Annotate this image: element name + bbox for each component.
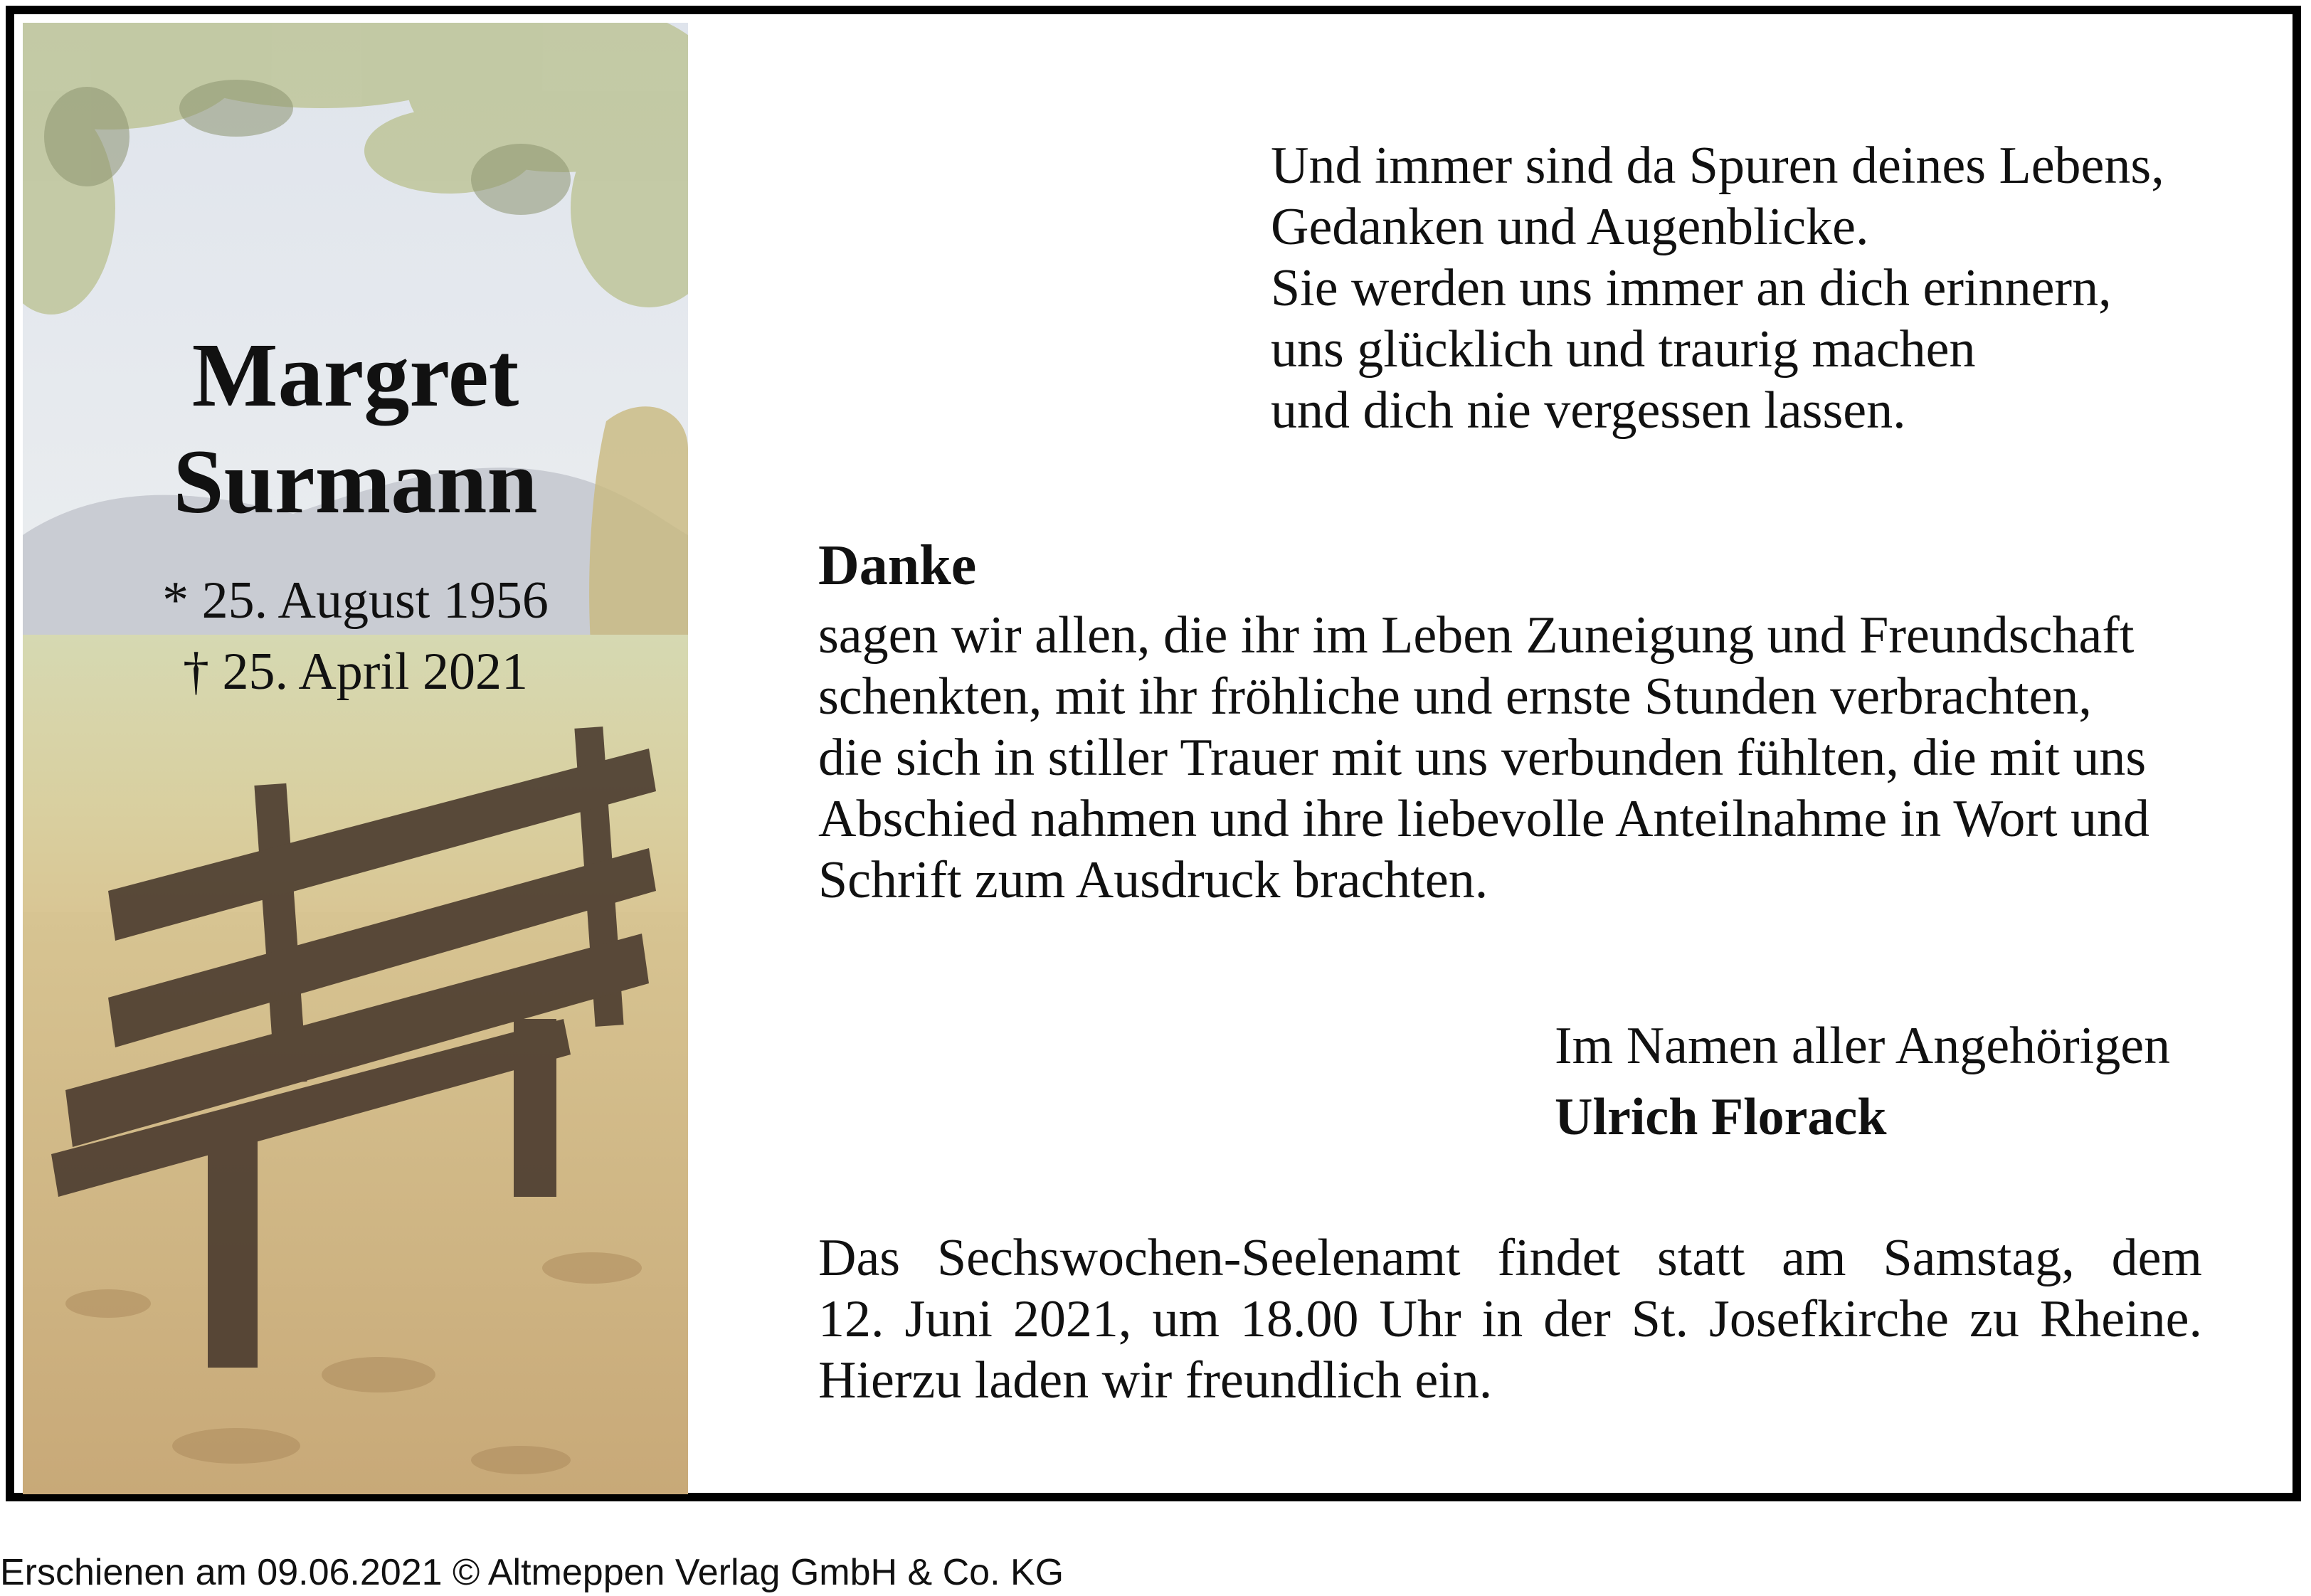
memorial-photo xyxy=(23,23,688,1494)
poem xyxy=(1271,135,2267,441)
thanks-heading: Danke xyxy=(818,534,977,597)
poem-line: uns glücklich und traurig machen xyxy=(1271,320,1976,379)
poem-line: und dich nie vergessen lassen. xyxy=(1271,381,1906,440)
deceased-last-name: Surmann xyxy=(173,431,538,532)
thanks-line: schenkten, mit ihr fröhliche und ernste Stunden verbrachten, xyxy=(818,667,2092,726)
poem-line: Gedanken und Augenblicke. xyxy=(1271,198,1869,256)
thanks-line: Abschied nahmen und ihre liebevolle Anteilnahme in Wort und xyxy=(818,790,2150,848)
thanks-line: die sich in stiller Trauer mit uns verbunden fühlten, die mit uns xyxy=(818,729,2147,787)
thanks-text xyxy=(818,605,2241,911)
thanks-line: sagen wir allen, die ihr im Leben Zuneigung und Freundschaft xyxy=(818,606,2135,665)
mass-line: Hierzu laden wir freundlich ein. xyxy=(818,1351,1493,1410)
park-bench-illustration xyxy=(23,23,688,1494)
thanks-line: Schrift zum Ausdruck brachten. xyxy=(818,851,1488,909)
signature-name: Ulrich Florack xyxy=(1555,1088,1887,1146)
deceased-first-name: Margret xyxy=(191,324,519,426)
publication-footer: Erschienen am 09.06.2021 © Altmeppen Verlag GmbH & Co. KG xyxy=(0,1552,1064,1593)
signature-intro: Im Namen aller Angehörigen xyxy=(1555,1017,2171,1075)
poem-line: Und immer sind da Spuren deines Lebens, xyxy=(1271,137,2164,195)
poem-line: Sie werden uns immer an dich erinnern, xyxy=(1271,259,2112,317)
mass-line: Das Sechswochen-Seelenamt findet statt am Samstag, dem xyxy=(818,1229,2202,1287)
death-date: † 25. April 2021 xyxy=(182,643,529,701)
birth-date: * 25. August 1956 xyxy=(162,571,549,630)
mass-line: 12. Juni 2021, um 18.00 Uhr in der St. Josefkirche zu Rheine. xyxy=(818,1290,2202,1348)
mass-announcement xyxy=(818,1227,2202,1411)
obituary-frame xyxy=(6,6,2301,1501)
